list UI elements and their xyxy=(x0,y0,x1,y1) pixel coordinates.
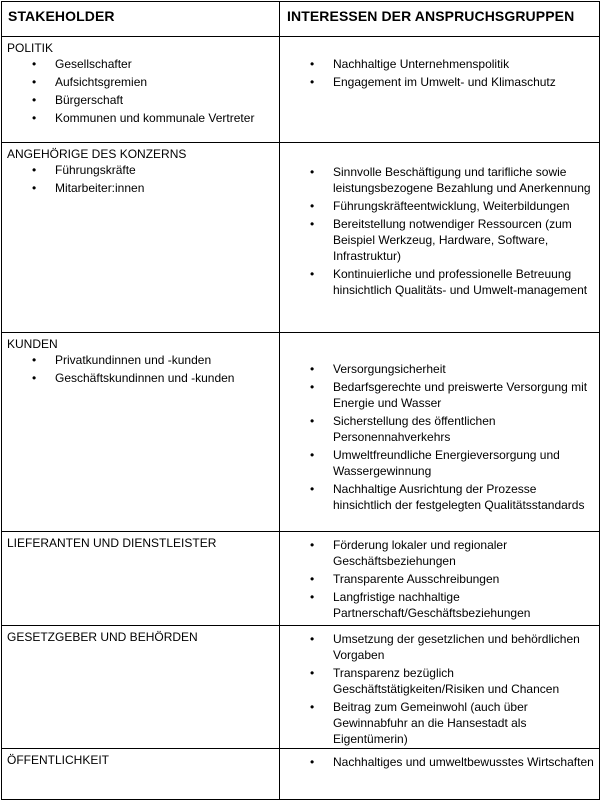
interest-item: • Nachhaltige Unternehmenspolitik xyxy=(333,56,594,72)
interest-item: • Führungskräfteentwicklung, Weiterbildungen xyxy=(333,198,594,214)
interest-item: • Engagement im Umwelt- und Klimaschutz xyxy=(333,74,594,90)
interests-wrapper xyxy=(279,531,600,621)
interest-item: • Versorgungsicherheit xyxy=(333,361,594,377)
stakeholder-category: KUNDEN xyxy=(7,337,58,351)
stakeholder-sub-list xyxy=(55,352,267,386)
interest-list xyxy=(333,537,594,621)
interests-wrapper xyxy=(279,142,600,298)
interest-item: • Förderung lokaler und regionaler Geschäftsbeziehungen xyxy=(333,537,594,569)
interests-cell xyxy=(279,332,600,531)
table-row xyxy=(1,531,600,625)
interest-item: • Langfristige nachhaltige Partnerschaft/Geschäftsbeziehungen xyxy=(333,589,594,621)
stakeholder-category: LIEFERANTEN UND DIENSTLEISTER xyxy=(7,536,217,550)
stakeholder-cell xyxy=(1,748,279,800)
table-column-rule xyxy=(599,1,600,800)
stakeholder-cell xyxy=(1,142,279,332)
table-row xyxy=(1,36,600,142)
interests-wrapper xyxy=(279,748,600,770)
table-rule xyxy=(1,625,600,626)
stakeholder-category: ÖFFENTLICHKEIT xyxy=(7,753,110,767)
stakeholder-sub-item: • Gesellschafter xyxy=(55,56,267,72)
interests-cell xyxy=(279,531,600,625)
table-rule xyxy=(1,1,600,2)
interests-wrapper xyxy=(279,332,600,513)
table-row xyxy=(1,142,600,332)
table-rule xyxy=(1,332,600,333)
interest-item: • Transparenz bezüglich Geschäftstätigkeiten/Risiken und Chancen xyxy=(333,665,594,697)
table-rule xyxy=(1,748,600,749)
table-row xyxy=(1,748,600,800)
stakeholder-cell xyxy=(1,531,279,625)
stakeholder-table xyxy=(1,1,600,800)
table-header-row xyxy=(1,1,600,36)
stakeholder-sub-list xyxy=(55,162,267,196)
interest-item: • Umsetzung der gesetzlichen und behördlichen Vorgaben xyxy=(333,631,594,663)
interests-cell xyxy=(279,625,600,748)
stakeholder-cell xyxy=(1,625,279,748)
interest-list xyxy=(333,631,594,747)
header-stakeholder: STAKEHOLDER xyxy=(8,8,115,24)
header-interests: INTERESSEN DER ANSPRUCHSGRUPPEN xyxy=(287,8,575,24)
stakeholder-cell xyxy=(1,332,279,531)
interests-cell xyxy=(279,748,600,800)
stakeholder-sub-item: • Führungskräfte xyxy=(55,162,267,178)
stakeholder-category: POLITIK xyxy=(7,41,54,55)
table-row xyxy=(1,332,600,531)
interest-item: • Nachhaltiges und umweltbewusstes Wirtschaften xyxy=(333,754,594,770)
table-rule xyxy=(1,531,600,532)
interest-item: • Bereitstellung notwendiger Ressourcen (zum Beispiel Werkzeug, Hardware, Software, Infrastruktur) xyxy=(333,216,594,264)
table-row xyxy=(1,625,600,748)
table-rule xyxy=(1,36,600,37)
stakeholder-category: ANGEHÖRIGE DES KONZERNS xyxy=(7,147,187,161)
stakeholder-sub-item: • Kommunen und kommunale Vertreter xyxy=(55,110,267,126)
table-rule xyxy=(1,142,600,143)
interest-item: • Transparente Ausschreibungen xyxy=(333,571,594,587)
interests-wrapper xyxy=(279,625,600,747)
interest-item: • Bedarfsgerechte und preiswerte Versorgung mit Energie und Wasser xyxy=(333,379,594,411)
interest-item: • Kontinuierliche und professionelle Betreuung hinsichtlich Qualitäts- und Umwelt-management xyxy=(333,266,594,298)
stakeholder-category: GESETZGEBER UND BEHÖRDEN xyxy=(7,630,198,644)
interest-item: • Umweltfreundliche Energieversorgung und Wassergewinnung xyxy=(333,447,594,479)
interests-cell xyxy=(279,36,600,142)
interests-wrapper xyxy=(279,36,600,90)
stakeholder-sub-list xyxy=(55,56,267,126)
table-rule xyxy=(1,799,600,800)
interest-list xyxy=(333,361,594,513)
interest-item: • Nachhaltige Ausrichtung der Prozesse hinsichtlich der festgelegten Qualitätsstandards xyxy=(333,481,594,513)
interest-item: • Sinnvolle Beschäftigung und tarifliche sowie leistungsbezogene Bezahlung und Anerkennung xyxy=(333,164,594,196)
interests-cell xyxy=(279,142,600,332)
stakeholder-cell xyxy=(1,36,279,142)
interest-list xyxy=(333,56,594,90)
stakeholder-sub-item: • Aufsichtsgremien xyxy=(55,74,267,90)
table-column-rule xyxy=(1,1,2,800)
interest-list xyxy=(333,754,594,770)
interest-item: • Beitrag zum Gemeinwohl (auch über Gewinnabfuhr an die Hansestadt als Eigentümerin) xyxy=(333,699,594,747)
stakeholder-sub-item: • Privatkundinnen und -kunden xyxy=(55,352,267,368)
stakeholder-sub-item: • Mitarbeiter:innen xyxy=(55,180,267,196)
stakeholder-sub-item: • Bürgerschaft xyxy=(55,92,267,108)
table-column-rule xyxy=(279,1,280,800)
interest-item: • Sicherstellung des öffentlichen Personennahverkehrs xyxy=(333,413,594,445)
interest-list xyxy=(333,164,594,298)
stakeholder-sub-item: • Geschäftskundinnen und -kunden xyxy=(55,370,267,386)
